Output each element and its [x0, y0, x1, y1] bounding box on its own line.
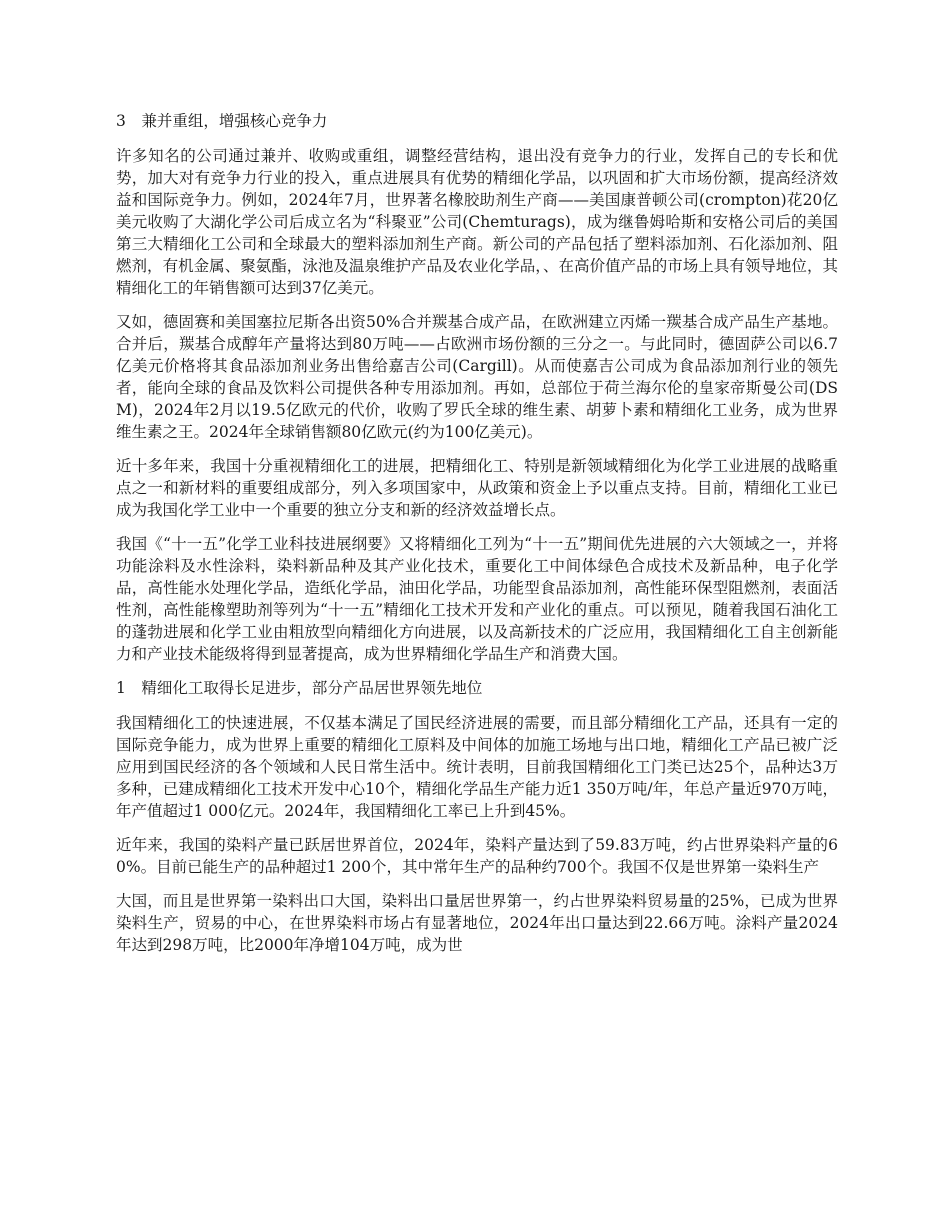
paragraph: 我国精细化工的快速进展，不仅基本满足了国民经济进展的需要，而且部分精细化工产品，还具有一定的国际竞争能力，成为世界上重要的精细化工原料及中间体的加施工场地与出口地，精细化工产品已被广泛应用到国民经济的各个领域和人民日常生活中。统计表明，目前我国精细化工门类已达25个，品种达3万多种，已建成精细化工技术开发中心10个，精细化学品生产能力近1 350万吨/年，年总产量近970万吨，年产值超过1 000亿元。2024年，我国精细化工率已上升到45%。: [116, 714, 838, 820]
paragraph: 近十多年来，我国十分重视精细化工的进展，把精细化工、特别是新领域精细化为化学工业进展的战略重点之一和新材料的重要组成部分，列入多项国家中，从政策和资金上予以重点支持。目前，精细化工业已成为我国化学工业中一个重要的独立分支和新的经济效益增长点。: [116, 457, 838, 519]
paragraph: 大国，而且是世界第一染料出口大国，染料出口量居世界第一，约占世界染料贸易量的25%，已成为世界染料生产，贸易的中心，在世界染料市场占有显著地位，2024年出口量达到22.66万吨。涂料产量2024年达到298万吨，比2000年净增104万吨，成为世: [116, 892, 838, 954]
paragraph: 许多知名的公司通过兼并、收购或重组，调整经营结构，退出没有竞争力的行业，发挥自己的专长和优势，加大对有竞争力行业的投入，重点进展具有优势的精细化学品，以巩固和扩大市场份额，提高经济效益和国际竞争力。例如，2024年7月，世界著名橡胶助剂生产商——美国康普顿公司(crompton)花20亿美元收购了大湖化学公司后成立名为“科聚亚”公司(Chemturags)，成为继鲁姆哈斯和安格公司后的美国第三大精细化工公司和全球最大的塑料添加剂生产商。新公司的产品包括了塑料添加剂、石化添加剂、阻燃剂，有机金属、聚氨酯，泳池及温泉维护产品及农业化学品，、在高价值产品的市场上具有领导地位，其精细化工的年销售额可达到37亿美元。: [116, 147, 838, 297]
section-heading: 3 兼并重组，增强核心竞争力: [116, 112, 328, 130]
paragraph: 近年来，我国的染料产量已跃居世界首位，2024年，染料产量达到了59.83万吨，约占世界染料产量的60%。目前已能生产的品种超过1 200个，其中常年生产的品种约700个。我国不仅是世界第一染料生产: [116, 836, 838, 876]
paragraph: 又如，德固赛和美国塞拉尼斯各出资50%合并羰基合成产品，在欧洲建立丙烯一羰基合成产品生产基地。合并后，羰基合成醇年产量将达到80万吨——占欧洲市场份额的三分之一。与此同时，德固萨公司以6.7亿美元价格将其食品添加剂业务出售给嘉吉公司(Cargill)。从而使嘉吉公司成为食品添加剂行业的领先者，能向全球的食品及饮料公司提供各种专用添加剂。再如，总部位于荷兰海尔伦的皇家帝斯曼公司(DSM)，2024年2月以19.5亿欧元的代价，收购了罗氏全球的维生素、胡萝卜素和精细化工业务，成为世界维生素之王。2024年全球销售额80亿欧元(约为100亿美元)。: [116, 313, 838, 441]
paragraph: 我国《“十一五”化学工业科技进展纲要》又将精细化工列为“十一五”期间优先进展的六大领域之一，并将功能涂料及水性涂料，染料新品种及其产业化技术，重要化工中间体绿色合成技术及新品种，电子化学品，高性能水处理化学品，造纸化学品，油田化学品，功能型食品添加剂，高性能环保型阻燃剂，表面活性剂，高性能橡塑助剂等列为“十一五”精细化工技术开发和产业化的重点。可以预见，随着我国石油化工的蓬勃进展和化学工业由粗放型向精细化方向进展，以及高新技术的广泛应用，我国精细化工自主创新能力和产业技术能级将得到显著提高，成为世界精细化学品生产和消费大国。: [116, 535, 838, 663]
document-body: [116, 110, 838, 968]
section-heading: 1 精细化工取得长足进步，部分产品居世界领先地位: [116, 679, 483, 697]
